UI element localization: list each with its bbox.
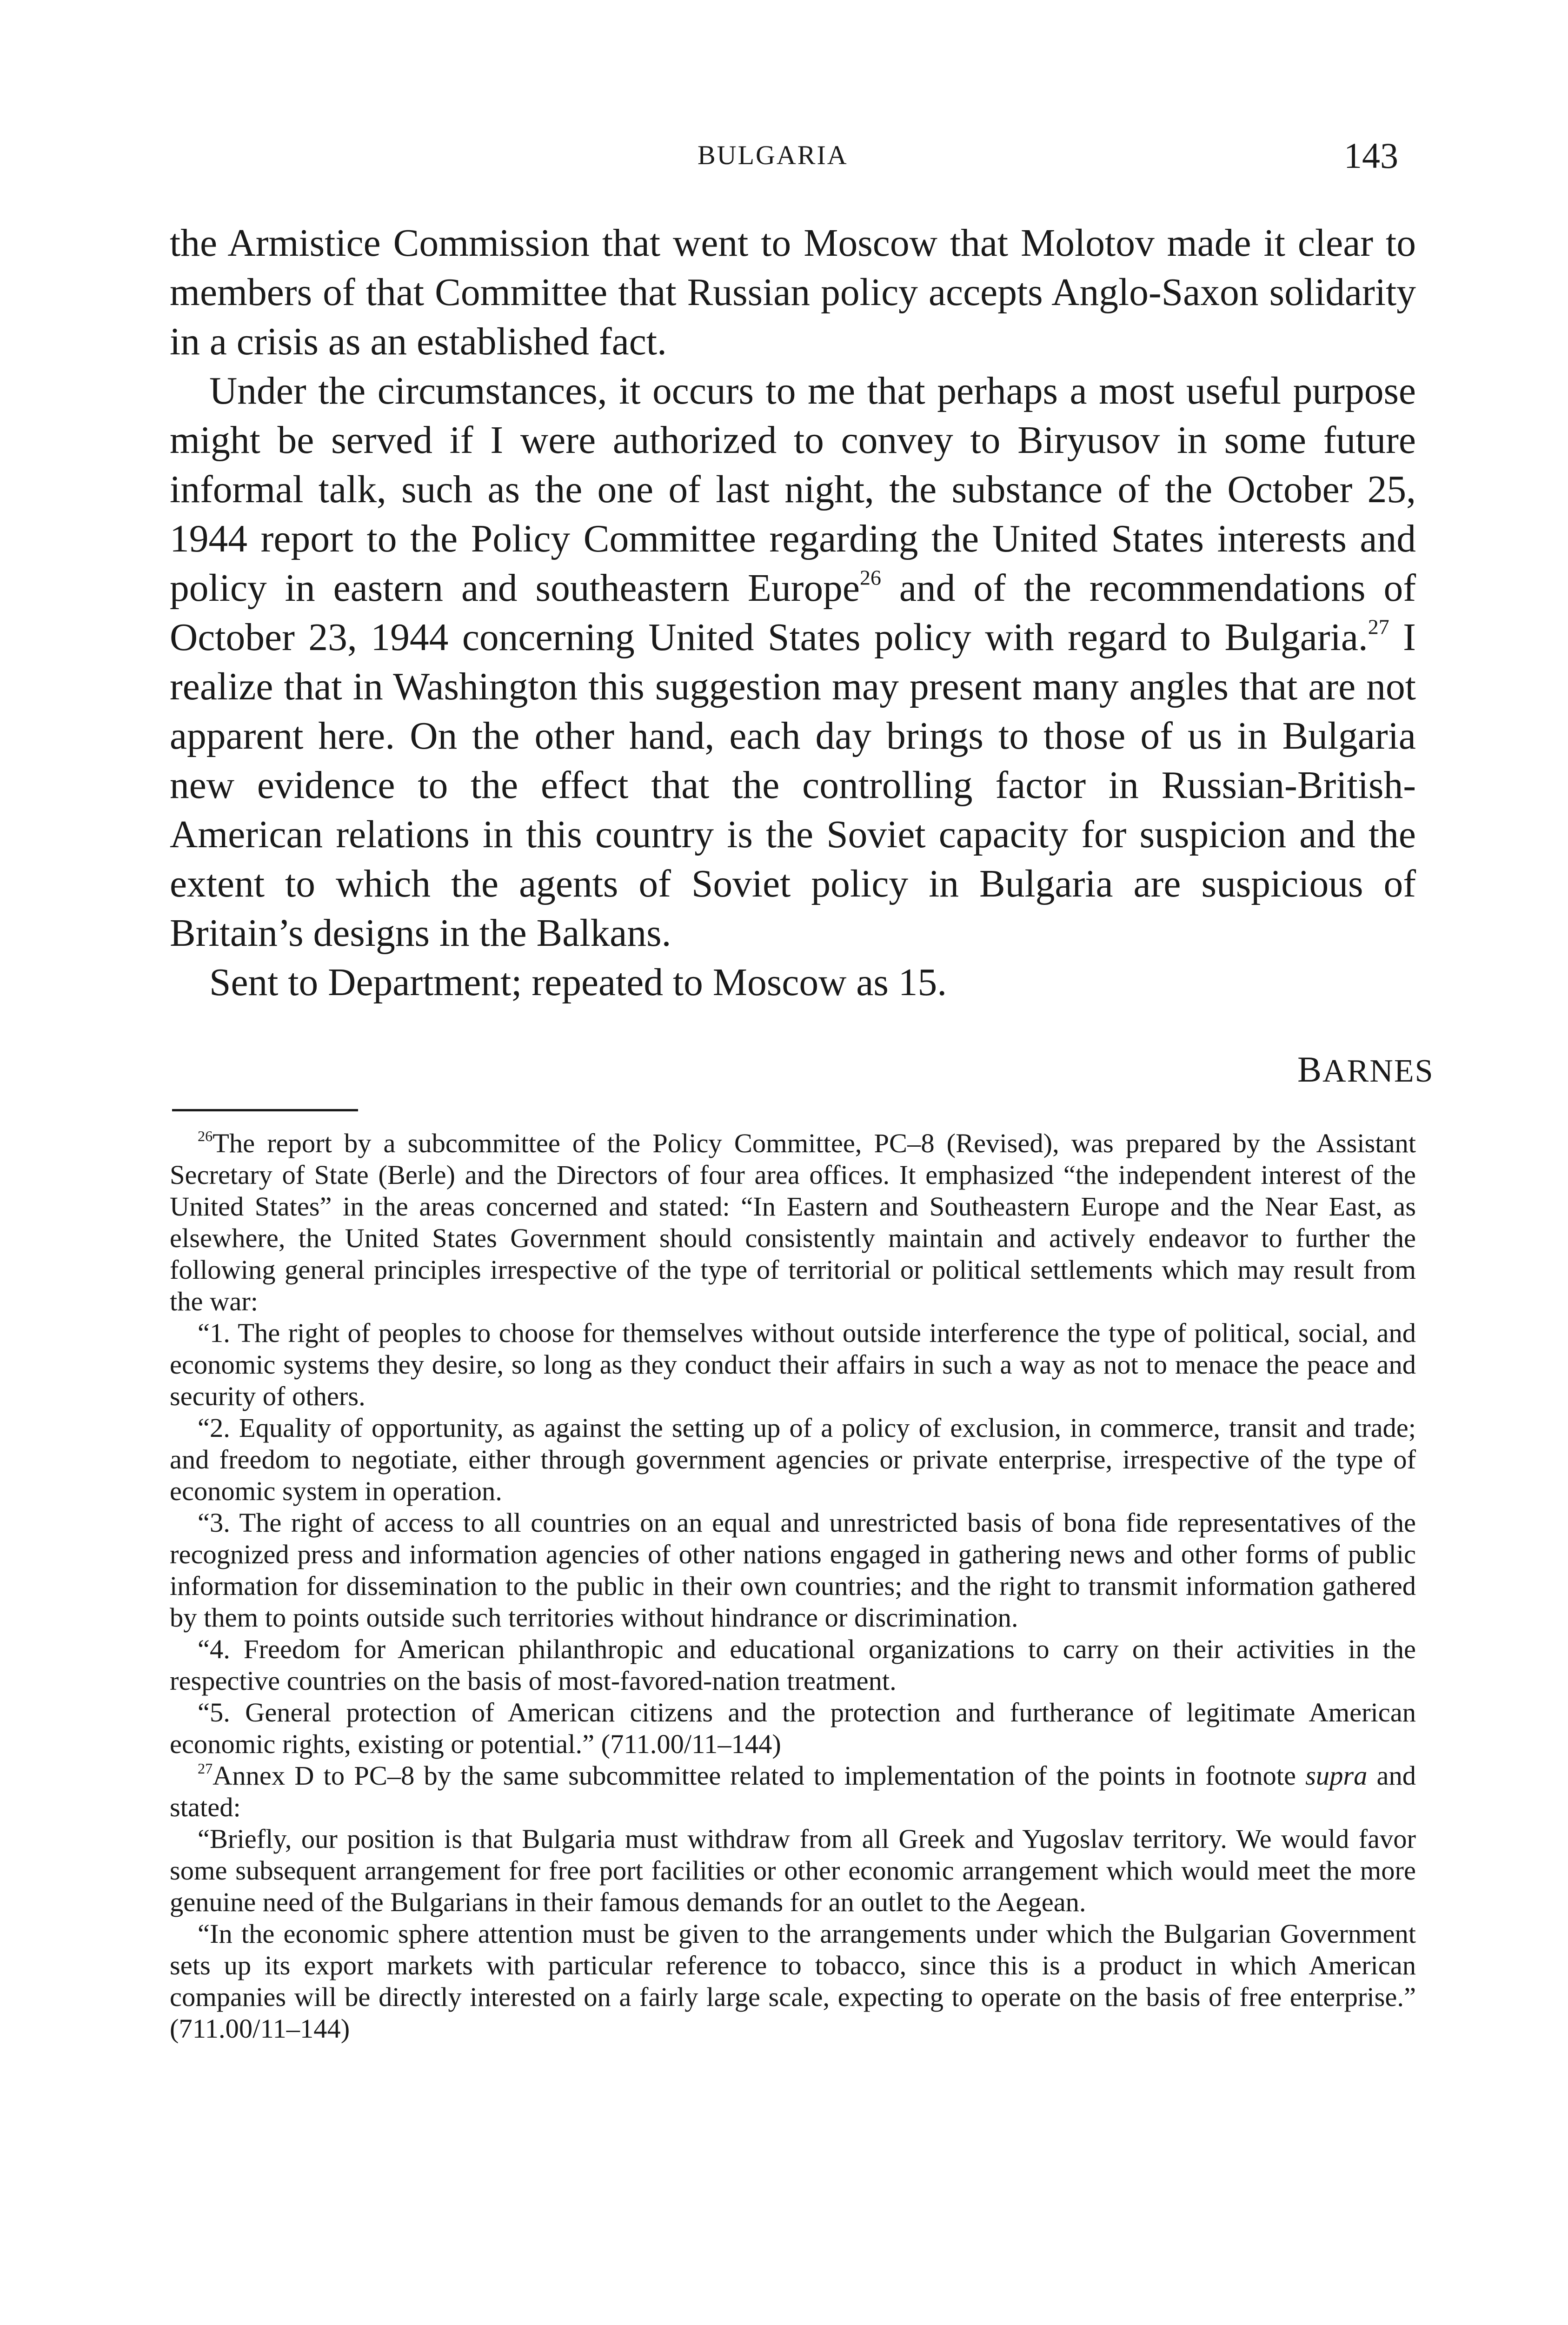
annex-quote-1: “Briefly, our position is that Bulgaria must withdraw from all Greek and Yugoslav territory. We would favor some subsequent arrangement for free port facilities or other economic arrangement which would meet the more genuine need of the Bulgarians in their famous demands for an outlet to the Aegean. — [170, 1824, 1416, 1917]
paragraph-continuation: the Armistice Commission that went to Moscow that Molotov made it clear to members of that Committee that Russian policy accepts Anglo-Saxon solidarity in a crisis as an established fact. — [170, 222, 1416, 363]
footnote-ref-27[interactable]: 27 — [1368, 615, 1389, 639]
footnote-26-text: The report by a subcommittee of the Policy Committee, PC–8 (Revised), was prepared by the Assistant Secretary of State (Berle) and the Directors of four area offices. It emphasized “the independent interest of the United States” in the areas concerned and stated: “In Eastern and Southeastern Europe and the Near East, as elsewhere, the United States Government should consistently maintain and actively endeavor to further the following general principles irrespective of the type of territorial or political settlements which may result from the war: — [170, 1128, 1416, 1316]
signature-rest: ARNES — [1322, 1053, 1434, 1089]
principle-1: “1. The right of peoples to choose for themselves without outside interference the type of political, social, and economic systems they desire, so long as they conduct their affairs in such a way as not to menace the peace and security of others. — [170, 1318, 1416, 1411]
footnote-marker-27: 27 — [198, 1760, 213, 1777]
paragraph-proposal-part-3: I realize that in Washington this suggestion may present many angles that are not apparent here. On the other hand, each day brings to those of us in Bulgaria new evidence to the effect that the controlling factor in Russian-British-American relations in this country is the Soviet capacity for suspicion and the extent to which the agents of Soviet policy in Bulgaria are suspicious of Britain’s designs in the Balkans. — [170, 616, 1416, 955]
principle-3: “3. The right of access to all countries on an equal and unrestricted basis of bona fide representatives of the recognized press and information agencies of other nations engaged in gathering news and other forms of public information for dissemination to the public in their own countries; and the right to transmit information gathered by them to points outside such territories without hindrance or discrimination. — [170, 1508, 1416, 1633]
signature — [1297, 1049, 1434, 1090]
paragraph-proposal-part-2: and of the recommendations of October 23, 1944 concerning United States policy with regard to Bulgaria. — [170, 567, 1416, 659]
footnote-27-text-a: Annex D to PC–8 by the same subcommittee related to implementation of the points in footnote — [213, 1760, 1306, 1791]
footnote-26 — [170, 1128, 1416, 1317]
principle-4: “4. Freedom for American philanthropic and educational organizations to carry on their activities in the respective countries on the basis of most-favored-nation treatment. — [170, 1634, 1416, 1696]
principle-5: “5. General protection of American citizens and the protection and furtherance of legitimate American economic rights, existing or potential.” (711.00/11–144) — [170, 1697, 1416, 1759]
footnote-27-supra: supra — [1305, 1760, 1368, 1791]
main-text — [170, 219, 1416, 1007]
principle-2: “2. Equality of opportunity, as against the setting up of a policy of exclusion, in commerce, transit and trade; and freedom to negotiate, either through government agencies or private enterprise, irrespective of the type of economic system in operation. — [170, 1413, 1416, 1506]
signature-initial: B — [1297, 1049, 1323, 1089]
paragraph-proposal-part-1: Under the circumstances, it occurs to me that perhaps a most useful purpose might be served if I were authorized to convey to Biryusov in some future informal talk, such as the one of last night, the substance of the October 25, 1944 report to the Policy Committee regarding the United States interests and policy in eastern and southeastern Europe — [170, 370, 1416, 610]
annex-quote-2: “In the economic sphere attention must be given to the arrangements under which the Bulgarian Government sets up its export markets with particular reference to tobacco, since this is a product in which American companies will be directly interested on a fairly large scale, expecting to operate on the basis of free enterprise.” (711.00/11–144) — [170, 1919, 1416, 2044]
paragraph-proposal — [170, 366, 1416, 958]
footnote-divider — [172, 1109, 358, 1111]
paragraph-sent-to: Sent to Department; repeated to Moscow as 15. — [209, 961, 947, 1004]
running-head: BULGARIA — [698, 140, 848, 170]
footnote-marker-26: 26 — [198, 1127, 213, 1144]
page-number: 143 — [1344, 135, 1398, 176]
footnote-27-text-b: and stated: — [170, 1760, 1416, 1822]
footnotes — [170, 1128, 1416, 2045]
footnote-ref-26[interactable]: 26 — [859, 565, 881, 590]
footnote-27 — [170, 1760, 1416, 1823]
